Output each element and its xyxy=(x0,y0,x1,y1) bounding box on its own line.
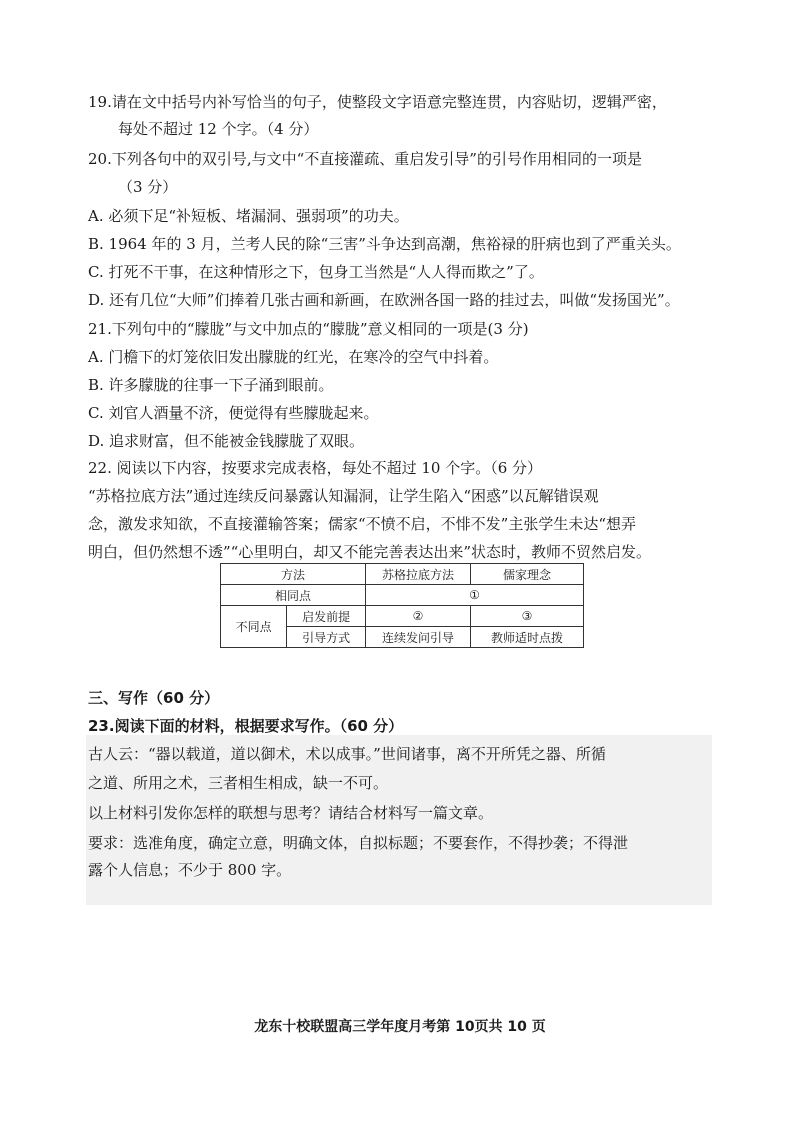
q20-option-c: C. 打死不干事，在这种情形之下，包身工当然是“人人得而欺之”了。 xyxy=(88,263,544,281)
table-row1-socrates: ② xyxy=(366,606,471,627)
q21-option-a: A. 门檐下的灯笼依旧发出朦胧的红光，在寒冷的空气中抖着。 xyxy=(88,348,499,366)
q21-line1: 21.下列句中的“朦胧”与文中加点的“朦胧”意义相同的一项是(3 分) xyxy=(88,320,529,338)
table-row1-confucian: ③ xyxy=(471,606,584,627)
q23-material-line1: 古人云：“器以载道，道以御术，术以成事。”世间诸事，离不开所凭之器、所循 xyxy=(88,745,606,763)
q23-requirement-line1: 要求：选准角度，确定立意，明确文体，自拟标题；不要套作，不得抄袭；不得泄 xyxy=(88,834,629,852)
page-footer: 龙东十校联盟高三学年度月考第 10页共 10 页 xyxy=(254,1019,546,1035)
q20-line2: （3 分） xyxy=(118,178,178,196)
table-same-blank: ① xyxy=(366,585,584,606)
table-same-label: 相同点 xyxy=(221,585,366,606)
q23-material-line2: 之道、所用之术，三者相生相成，缺一不可。 xyxy=(88,774,389,792)
writing-section-title: 三、写作（60 分） xyxy=(88,689,220,707)
q21-option-d: D. 追求财富，但不能被金钱朦胧了双眼。 xyxy=(88,432,365,450)
table-row2-confucian: 教师适时点拨 xyxy=(471,627,584,648)
table-row2-label: 引导方式 xyxy=(287,627,366,648)
table-row1-label: 启发前提 xyxy=(287,606,366,627)
q22-para-line3: 明白，但仍然想不透”“心里明白，却又不能完善表达出来”状态时，教师不贸然启发。 xyxy=(88,543,652,561)
table-header-method: 方法 xyxy=(221,564,366,585)
q20-option-a: A. 必须下足“补短板、堵漏洞、强弱项”的功夫。 xyxy=(88,207,409,225)
q20-option-d: D. 还有几位“大师”们捧着几张古画和新画，在欧洲各国一路的挂过去，叫做“发扬国光”。 xyxy=(88,291,680,309)
q22-line1: 22. 阅读以下内容，按要求完成表格，每处不超过 10 个字。（6 分） xyxy=(88,459,543,477)
q20-line1: 20.下列各句中的双引号,与文中“不直接灌疏、重启发引导”的引号作用相同的一项是 xyxy=(88,150,642,168)
q22-para-line2: 念，激发求知欲，不直接灌输答案；儒家“不愤不启，不悱不发”主张学生未达“想弄 xyxy=(88,515,637,533)
q23-title: 23.阅读下面的材料，根据要求写作。（60 分） xyxy=(88,717,404,735)
q22-para-line1: “苏格拉底方法”通过连续反问暴露认知漏洞，让学生陷入“困惑”以瓦解错误观 xyxy=(88,487,599,505)
table-header-socrates: 苏格拉底方法 xyxy=(366,564,471,585)
q21-option-c: C. 刘官人酒量不济，便觉得有些朦胧起来。 xyxy=(88,404,379,422)
q20-option-b: B. 1964 年的 3 月，兰考人民的除“三害”斗争达到高潮，焦裕禄的肝病也到了严重关头。 xyxy=(88,235,681,253)
table-header-confucian: 儒家理念 xyxy=(471,564,584,585)
q22-answer-table xyxy=(220,563,584,648)
table-row2-socrates: 连续发问引导 xyxy=(366,627,471,648)
q19-line2: 每处不超过 12 个字。（4 分） xyxy=(118,120,319,138)
q23-prompt: 以上材料引发你怎样的联想与思考？请结合材料写一篇文章。 xyxy=(88,804,494,822)
q19-line1: 19.请在文中括号内补写恰当的句子，使整段文字语意完整连贯，内容贴切，逻辑严密， xyxy=(88,93,667,111)
q23-requirement-line2: 露个人信息；不少于 800 字。 xyxy=(88,861,292,879)
table-diff-label: 不同点 xyxy=(221,606,287,648)
q21-option-b: B. 许多朦胧的往事一下子涌到眼前。 xyxy=(88,376,334,394)
